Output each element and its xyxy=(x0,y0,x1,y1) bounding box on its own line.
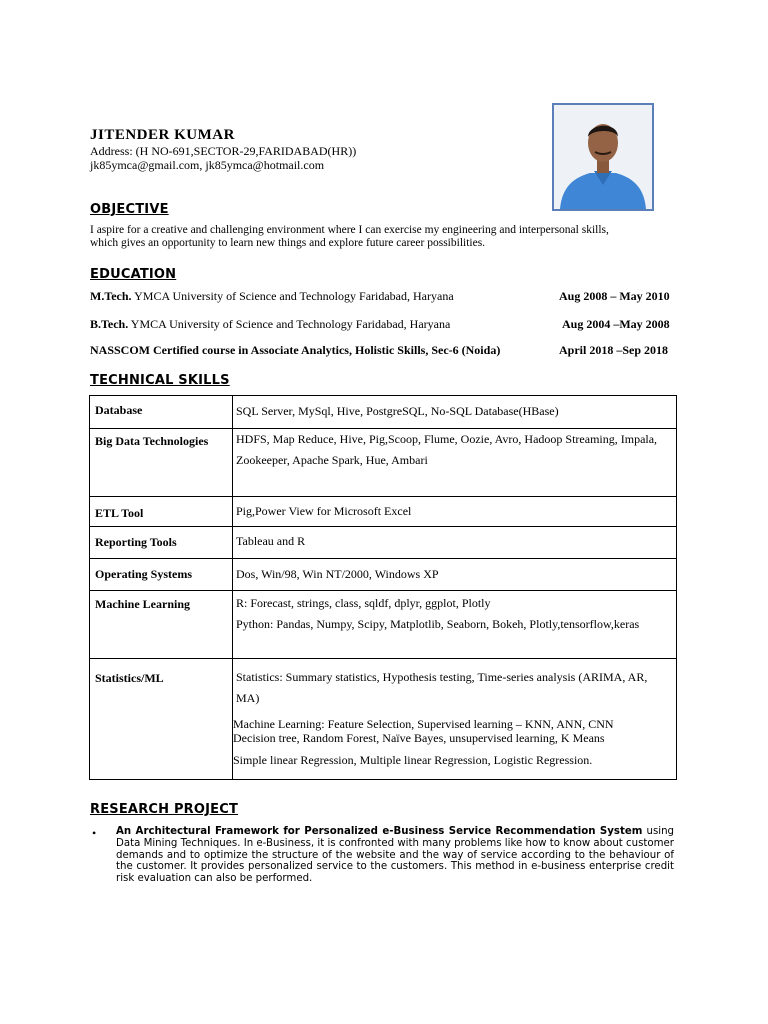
skill-line: R: Forecast, strings, class, sqldf, dplyr, ggplot, Plotly xyxy=(236,596,491,610)
email-addresses: jk85ymca@gmail.com, jk85ymca@hotmail.com xyxy=(90,158,325,172)
address: Address: (H NO-691,SECTOR-29,FARIDABAD(HR)) xyxy=(90,144,357,158)
education-dates: Aug 2008 – May 2010 xyxy=(559,289,670,303)
profile-photo xyxy=(552,103,654,211)
education-degree: B.Tech. xyxy=(90,317,129,331)
skill-line: Python: Pandas, Numpy, Scipy, Matplotlib, Seaborn, Bokeh, Plotly,tensorflow,keras xyxy=(236,617,640,631)
education-institution: YMCA University of Science and Technology Faridabad, Haryana xyxy=(128,317,451,331)
skill-line: HDFS, Map Reduce, Hive, Pig,Scoop, Flume, Oozie, Avro, Hadoop Streaming, Impala, xyxy=(236,432,658,446)
education-institution: YMCA University of Science and Technology Faridabad, Haryana xyxy=(131,289,454,303)
skill-line: Decision tree, Random Forest, Naïve Bayes, unsupervised learning, K Means xyxy=(233,731,605,745)
skill-line: Zookeeper, Apache Spark, Hue, Ambari xyxy=(236,453,428,467)
table-row xyxy=(90,527,677,559)
objective-text: I aspire for a creative and challenging environment where I can exercise my engineering and interpersonal skills, which gives an opportunity to learn new things and explore future career possibilities. xyxy=(90,224,609,249)
skill-values xyxy=(233,559,677,591)
education-degree: M.Tech. xyxy=(90,289,132,303)
research-project-title: An Architectural Framework for Personalized e-Business Service Recommendation System xyxy=(116,826,643,837)
skill-line: SQL Server, MySql, Hive, PostgreSQL, No-SQL Database(HBase) xyxy=(236,404,559,418)
skill-category: Reporting Tools xyxy=(90,527,233,559)
skill-line: Machine Learning: Feature Selection, Supervised learning – KNN, ANN, CNN xyxy=(233,717,614,731)
table-row xyxy=(90,429,677,497)
skill-category: ETL Tool xyxy=(90,497,233,527)
skill-line: MA) xyxy=(236,691,260,705)
skill-values xyxy=(233,659,677,780)
technical-skills-heading: TECHNICAL SKILLS xyxy=(90,373,230,388)
skill-values xyxy=(233,396,677,429)
research-project-heading: RESEARCH PROJECT xyxy=(90,802,239,817)
table-row xyxy=(90,559,677,591)
skill-category: Database xyxy=(90,396,233,429)
table-row xyxy=(90,497,677,527)
skill-values xyxy=(233,429,677,497)
education-degree: NASSCOM Certified course in Associate Analytics, Holistic Skills, Sec-6 (Noida) xyxy=(90,343,501,357)
education-entry xyxy=(90,317,680,332)
skill-category: Big Data Technologies xyxy=(90,429,233,497)
education-entry xyxy=(90,289,680,304)
skill-values xyxy=(233,591,677,659)
research-project-description xyxy=(116,826,674,885)
education-dates: Aug 2004 –May 2008 xyxy=(562,317,670,331)
skill-line: Dos, Win/98, Win NT/2000, Windows XP xyxy=(236,567,439,581)
research-project-text: using Data Mining Techniques. In e-Business, it is confronted with many problems like how to know about customer demands and to optimize the structure of the website and the way of service according to the behaviour of the customer. It provides personalized service to the customers. This method in e-business enterprise credit risk evaluation can also be performed. xyxy=(116,826,675,885)
skill-category: Operating Systems xyxy=(90,559,233,591)
skill-line: Pig,Power View for Microsoft Excel xyxy=(236,504,412,518)
table-row xyxy=(90,659,677,780)
skill-category: Statistics/ML xyxy=(90,659,233,780)
person-photo-icon xyxy=(554,105,652,209)
objective-heading: OBJECTIVE xyxy=(90,202,169,217)
table-row xyxy=(90,591,677,659)
skill-category: Machine Learning xyxy=(90,591,233,659)
education-entry xyxy=(90,343,680,358)
skill-line: Simple linear Regression, Multiple linear Regression, Logistic Regression. xyxy=(233,753,593,767)
skill-values xyxy=(233,497,677,527)
table-row xyxy=(90,396,677,429)
skill-line: Tableau and R xyxy=(236,534,306,548)
education-dates: April 2018 –Sep 2018 xyxy=(559,343,669,357)
skill-values xyxy=(233,527,677,559)
skill-line: Statistics: Summary statistics, Hypothesis testing, Time-series analysis (ARIMA, AR, xyxy=(236,670,648,684)
technical-skills-table xyxy=(89,395,677,780)
bullet-marker: • xyxy=(92,826,97,840)
education-heading: EDUCATION xyxy=(90,267,177,282)
candidate-name: JITENDER KUMAR xyxy=(90,127,235,143)
